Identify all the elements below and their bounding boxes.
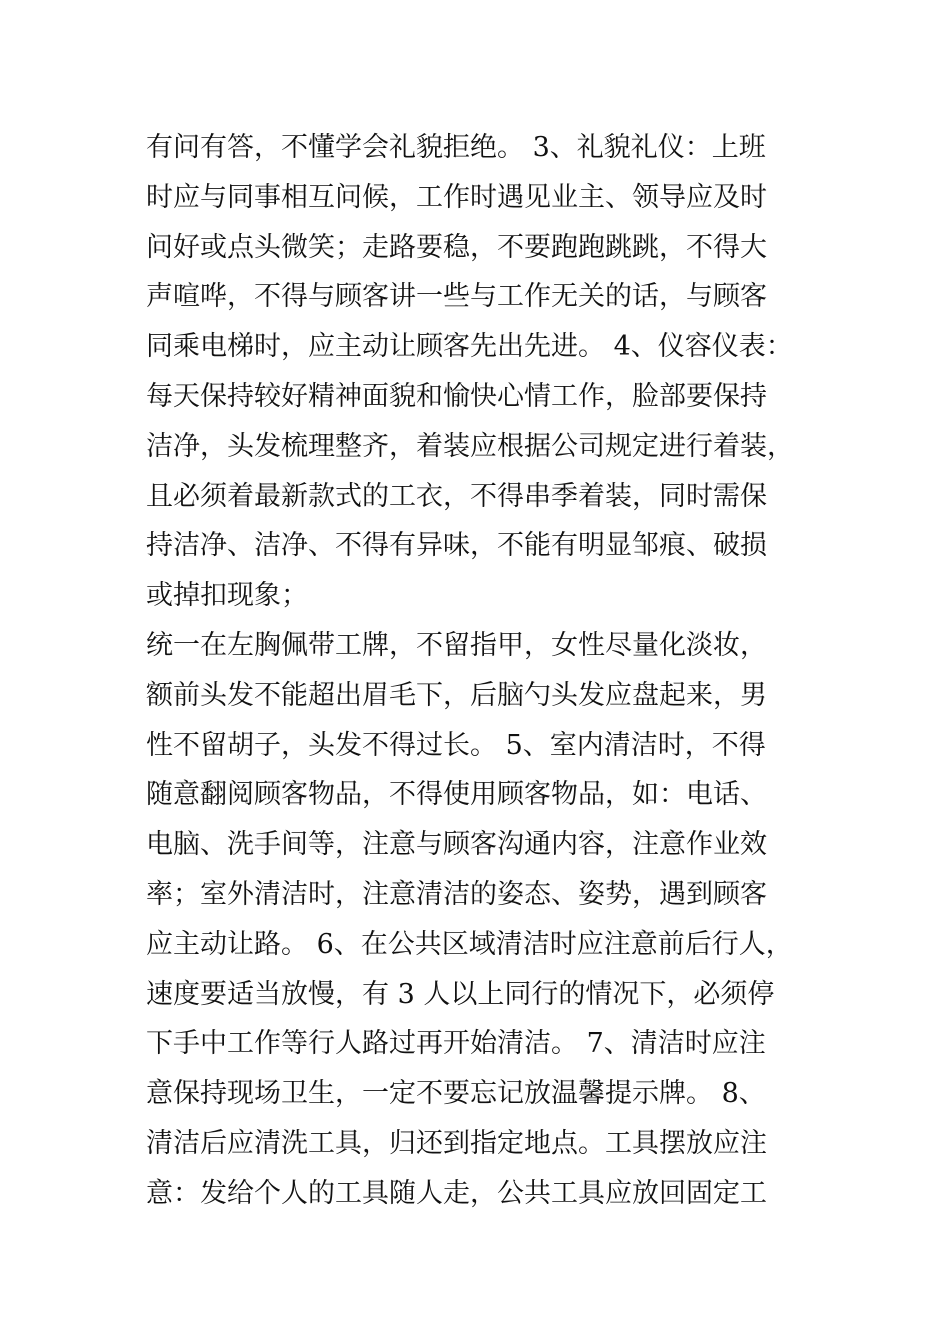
text-line: 意保持现场卫生，一定不要忘记放温馨提示牌。 8、 — [146, 1078, 766, 1110]
text-line: 有问有答，不懂学会礼貌拒绝。 3、礼貌礼仪：上班 — [146, 132, 766, 163]
text-line: 电脑、洗手间等，注意与顾客沟通内容，注意作业效 — [146, 829, 767, 861]
text-line: 应主动让路。 6、在公共区域清洁时应注意前后行人， — [146, 928, 793, 960]
text-line: 同乘电梯时，应主动让顾客先出先进。 4、仪容仪表： — [146, 331, 793, 363]
text-line: 下手中工作等行人路过再开始清洁。 7、清洁时应注 — [146, 1028, 766, 1060]
text-line: 意：发给个人的工具随人走，公共工具应放回固定工 — [146, 1177, 767, 1209]
text-line: 持洁净、洁净、不得有异味，不能有明显邹痕、破损 — [146, 530, 767, 562]
body-text — [146, 123, 836, 1219]
text-line: 问好或点头微笑；走路要稳，不要跑跑跳跳，不得大 — [146, 231, 767, 263]
text-line: 时应与同事相互问候，工作时遇见业主、领导应及时 — [146, 181, 767, 213]
text-line: 额前头发不能超出眉毛下，后脑勺头发应盘起来，男 — [146, 679, 767, 711]
text-line: 洁净，头发梳理整齐，着装应根据公司规定进行着装， — [146, 430, 794, 462]
text-line: 性不留胡子，头发不得过长。 5、室内清洁时，不得 — [146, 729, 766, 761]
text-line: 声喧哗，不得与顾客讲一些与工作无关的话，与顾客 — [146, 281, 767, 313]
text-line: 或掉扣现象； — [146, 580, 308, 612]
text-line: 每天保持较好精神面貌和愉快心情工作，脸部要保持 — [146, 380, 767, 412]
text-line: 率；室外清洁时，注意清洁的姿态、姿势，遇到顾客 — [146, 878, 767, 910]
text-line: 随意翻阅顾客物品，不得使用顾客物品，如：电话、 — [146, 779, 767, 811]
text-line: 统一在左胸佩带工牌，不留指甲，女性尽量化淡妆， — [146, 629, 767, 661]
text-line: 清洁后应清洗工具，归还到指定地点。工具摆放应注 — [146, 1127, 767, 1159]
text-line: 速度要适当放慢，有 3 人以上同行的情况下，必须停 — [146, 978, 775, 1010]
text-line: 且必须着最新款式的工衣，不得串季着装，同时需保 — [146, 480, 767, 512]
